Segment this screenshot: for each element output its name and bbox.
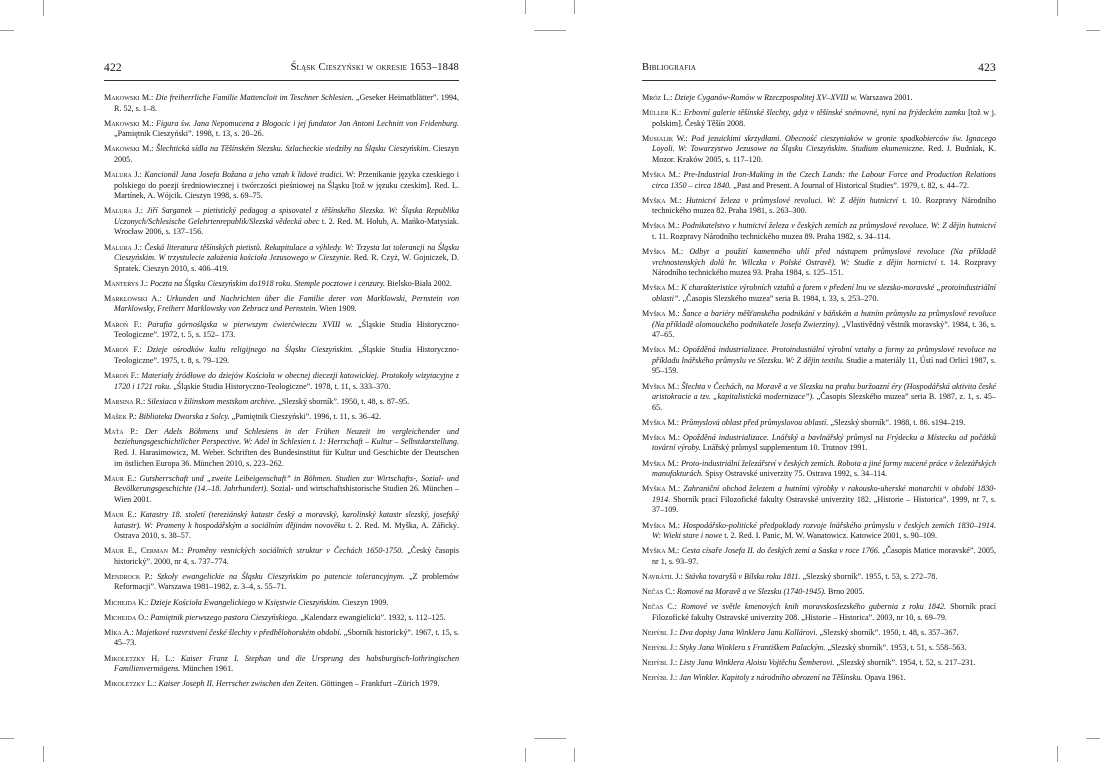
entry-author: Maroń F.:: [104, 370, 139, 380]
entry-title: Poczta na Śląsku Cieszyńskim do1918 roku. Stemple pocztowe i cenzury.: [150, 278, 386, 288]
entry-title: Dva dopisy Jana Winklera Janu Kollárovi.: [679, 627, 818, 637]
entry-title: Česká literatura těšínských pietistů. Rekapitulace a výhledy. W: Trzysta lat tolerancji na Śląsku Cieszyńskim. W trzystulecie założenia kościoła Jezusowego w Cieszynie.: [114, 242, 459, 263]
bibliography-entry: [104, 613, 459, 624]
entry-author: Nečas C.:: [642, 602, 677, 612]
entry-author: Malura J.:: [104, 242, 142, 252]
bibliography-entry: [104, 412, 459, 423]
entry-title: Parafia górnośląska w pierwszym ćwierćwieczu XVIII w.: [147, 319, 353, 329]
bibliography-entry: [642, 382, 996, 414]
entry-title: Kaiser Joseph II. Herrscher zwischen den Zeiten.: [158, 679, 319, 689]
bibliography-entry: [104, 371, 459, 392]
page-number: 422: [104, 62, 122, 74]
entry-title: Styky Jana Winklera s Františkem Palackým.: [679, 642, 826, 652]
entry-title: Listy Jana Winklera Aloisu Vojtěchu Šemberovi.: [679, 658, 835, 668]
entry-author: Maroń F.:: [104, 319, 142, 329]
entry-details: t. 14. Rozpravy Národního technického muzea 93. Praha 1984, s. 125–151.: [652, 257, 996, 278]
entry-details: Studie a materiály 11, Ústí nad Orlicí 1987, s. 95–159.: [652, 355, 996, 376]
bibliography-entry: [642, 673, 996, 684]
entry-author: Maroń F.:: [104, 345, 142, 355]
bibliography-entry: [642, 521, 996, 542]
entry-title: Pod jezuickimi skrzydłami. Obecność cieszyniaków w gronie spadkobierców św. Ignacego Loyoli. W: Towarzystwo Jezusowe na Śląsku Cieszyńskim. Studium ekumeniczne.: [652, 133, 996, 154]
entry-title: Katastry 18. století (tereziánský katastr český a moravský, karolinský katastr slezský, josefský katastr). W: Prameny k hospodářským a sociálním dějinám novověku: [114, 509, 459, 530]
entry-title: Opožděná industrializace. Lnářský a bavlnářský průmysl na Frýdecku a Místecku od počátků tovární výroby.: [652, 432, 996, 453]
entry-details: Cieszyn 2005.: [114, 144, 459, 164]
entry-title: Figura św. Jana Nepomucena z Błogocic i jej fundator Jan Antoni Lechnitt von Fridenburg.: [155, 118, 459, 128]
entry-details: „Sborník historický”. 1967, t. 15, s. 45–73.: [114, 627, 459, 648]
entry-author: Mikoletzky H. L.:: [104, 653, 175, 663]
entry-details: [tož w j. polskim]. Český Těšín 2008.: [652, 108, 997, 128]
entry-details: Sborník prací Filozofické fakulty Ostravské univerzity 208. „Historie – Historica”. 2003, nr 10, s. 69–79.: [652, 602, 996, 622]
entry-details: Spisy Ostravské univerzity 75. Ostrava 1992, s. 34–114.: [705, 469, 888, 479]
bibliography-entry: [104, 206, 459, 238]
entry-author: Manterys J.:: [104, 278, 148, 288]
entry-details: Wien 1909.: [319, 304, 357, 314]
entry-author: Makowski M.:: [104, 144, 154, 154]
entry-details: t. 11. Rozpravy Národního technického muzea 89. Praha 1982, s. 34–114.: [652, 231, 891, 241]
entry-title: Hospodářsko-politické předpoklady rozvoje lnářského průmyslu v českých zemích 1830–1914. W: Wieki stare i nowe: [652, 520, 997, 541]
entry-author: Malura J.:: [104, 206, 143, 216]
entry-details: Warszawa 2001.: [859, 93, 913, 102]
bibliography-entry: [104, 170, 459, 202]
entry-title: Biblioteka Dworska z Solcy.: [138, 411, 230, 421]
entry-details: München 1961.: [182, 664, 234, 674]
entry-author: Maur E.:: [104, 509, 137, 519]
bibliography-entry: [104, 279, 459, 290]
bibliography-entry: [642, 602, 996, 623]
entry-details: Cieszyn 1909.: [342, 597, 389, 607]
bibliography-entry: [642, 587, 996, 598]
entry-author: Myška M.:: [642, 170, 681, 180]
entry-details: „Slezský sborník”. 1953, t. 51, s. 558–563.: [827, 642, 967, 652]
entry-author: Navrátil J.:: [642, 571, 683, 581]
bibliography-entry: [642, 459, 996, 480]
bibliography-entry: [104, 119, 459, 140]
entry-title: Szkoły ewangelickie na Śląsku Cieszyńskim po patencie tolerancyjnym.: [157, 571, 405, 581]
entry-details: „Český časopis historický”. 2000, nr 4, s. 737–774.: [114, 546, 459, 566]
entry-title: Materiały źródłowe do dziejów Kościoła w obecnej diecezji katowickiej. Protokoły wizytacyjne z 1720 i 1721 roku.: [114, 370, 459, 391]
entry-author: Myška M.:: [642, 247, 684, 257]
entry-author: Myška M.:: [642, 195, 682, 205]
entry-title: Cesta císaře Josefa II. do českých zemí a Saska v roce 1766.: [681, 546, 880, 556]
entry-title: Stávka tovaryšů v Bílsku roku 1811.: [684, 571, 801, 581]
bibliography-entry: [642, 345, 996, 377]
entry-author: Michejda K.:: [104, 597, 149, 607]
bibliography-entry: [642, 170, 996, 191]
entry-details: „Kalendarz ewangielicki”. 1932, s. 112–125.: [300, 612, 446, 622]
entry-title: Dzieje Cyganów-Romów w Rzeczpospolitej XV–XVIII w.: [674, 93, 858, 102]
entry-author: Myška M.:: [642, 484, 681, 494]
running-head: Śląsk Cieszyński w okresie 1653–1848: [290, 62, 459, 73]
bibliography-entry: [642, 309, 996, 341]
entry-details: „Časopis Slezského muzea” seria B. 1987, z. 1, s. 45–65.: [652, 392, 996, 412]
entry-title: Erbovní galerie těšínské šlechty, gdyż v těšínské snémovné, nyní na frýdeckém zamku: [683, 108, 966, 118]
entry-details: „Śląskie Studia Historyczno-Teologiczne”. 1978, t. 11, s. 333–370.: [173, 381, 391, 391]
entry-details: Red. J. Harasimowicz, M. Weber. Schriften des Bundesinstitut für Kultur und Geschichte der Deutschen im östlichen Europa 36. München 2010, s. 223–262.: [114, 448, 459, 468]
entry-title: Opožděná industrializace. Protoindustiální výrobní vztahy a formy za průmyslové revoluce na příkladu lnářského průmyslu ve Slezsku. W: Z dějin textilu.: [652, 345, 996, 365]
entry-title: Jiří Sarganek – pietistický pedagog a spisovatel z těšínského Slezska. W: Śląska Republika Uczonych/Schlesische Gelehrtenrepublik/Slezská vědecká obec: [114, 206, 459, 226]
entry-title: Urkunden und Nachrichten über die Familie derer von Marklowski, Pernstein von Marklowsky, Freiherr Marklowsky von Zebracz und Pernstein.: [114, 293, 460, 314]
entry-author: Michejda O.:: [104, 612, 149, 622]
entry-title: Gutsherrschaft und „zweite Leibeigenschaft” in Böhmen. Studien zur Wirtschafts-, Sozial- und Bevölkerungsgeschichte (14.–18. Jahrhundert).: [114, 473, 459, 494]
entry-details: Sozial- und wirtschaftshistorische Studien 26. München – Wien 2001.: [114, 484, 459, 504]
entry-title: Kancionál Jana Josefa Božana a jeho vztah k lidové tradici.: [144, 170, 344, 180]
bibliography-entry: [642, 484, 996, 516]
entry-details: W: Przenikanie języka czeskiego i polskiego do poezji średniowiecznej i twórczości pieśniowej na Śląsku [tož w jęzuku czeskim]. Red. L. Martínek, A. Wójcik. Cieszyn 1998, s. 69–75.: [114, 170, 459, 201]
entry-title: Kaiser Franz I. Stephan und die Ursprung des habsburgisch-lothringischen Familienvermögens.: [114, 653, 459, 674]
entry-details: Lnářský průmysl supplementum 10. Trutnov 1991.: [702, 443, 868, 453]
entry-title: Majetkové rozvrstvení české šlechty v předbělohorském období.: [135, 627, 342, 637]
entry-title: Hutnictví železa v průmyslové revoluci. W: Z dějin hutnictví: [685, 195, 898, 205]
entry-author: Myška M.:: [642, 309, 680, 319]
entry-author: Maur E., Cerman M.:: [104, 546, 184, 556]
entry-title: Proměny vesnických sociálních struktur v Čechách 1650-1750.: [187, 546, 404, 556]
entry-title: Dzieje ośrodków kultu religijnego na Śląsku Cieszyńskim.: [146, 345, 354, 355]
entry-author: Myška M.:: [642, 381, 680, 391]
header-rule: [104, 80, 459, 81]
entry-details: Red. R. Czyż, W. Gojniczek, D. Spratek. Cieszyn 2010, s. 406–419.: [114, 253, 459, 273]
entry-author: Myška M.:: [642, 432, 680, 442]
entry-author: Nehýbl J.:: [642, 642, 678, 652]
entry-author: Marklowski A.:: [104, 293, 162, 303]
header-rule: [642, 80, 996, 81]
entry-author: Makowski M.:: [104, 118, 154, 128]
entry-details: „Slezský sborník”. 1950, t. 48, s. 87–95.: [278, 396, 410, 406]
entry-author: Maťa P.:: [104, 426, 139, 436]
entry-details: „Śląskie Studia Historyczno-Teologiczne”. 1975, t. 8, s. 79–129.: [114, 345, 459, 365]
entry-details: „Pamiętnik Cieszyński”. 1996, t. 11, s. 36–42.: [231, 411, 382, 421]
entry-details: Göttingen – Frankfurt –Zürich 1979.: [320, 679, 440, 689]
bibliography-entry: [104, 628, 459, 649]
entry-author: Nečas C.:: [642, 587, 675, 597]
entry-details: „Vlastivědný věstník moravský”. 1984, t. 36, s. 47–65.: [652, 319, 996, 340]
entry-author: Müller K.:: [642, 108, 682, 118]
bibliography-entry: [104, 320, 459, 341]
entry-details: „Slezský sborník”. 1988, t. 86. s194–219.: [830, 417, 966, 427]
entry-author: Musialik W.:: [642, 133, 688, 143]
entry-author: Myška M.:: [642, 458, 680, 468]
entry-details: „Geseker Heimatblätter”. 1994, R. 52, s. 1–8.: [114, 93, 460, 113]
entry-details: „Pamiętnik Cieszyński”. 1998, t. 13, s. 20–26.: [114, 129, 264, 139]
entry-details: t. 10. Rozpravy Národního technického muzea 82. Praha 1981, s. 263–300.: [652, 195, 997, 216]
entry-title: Der Adels Böhmens und Schlesiens in der Frühen Neuzeit im vergleichender und beziehungsgeschichtlicher Perspective. W: Adel in Schlesien t. 1: Herrschaft – Kultur – Selbstdarstellung.: [114, 426, 459, 447]
running-head: Bibliografia: [642, 62, 697, 73]
entry-details: Red. J. Budniak, K. Mozor. Kraków 2005, s. 117–120.: [652, 144, 996, 164]
entry-author: Mendrock P.:: [104, 571, 153, 581]
bibliography-entry: [642, 628, 996, 639]
bibliography-entry: [642, 433, 996, 454]
entry-title: Průmyslová oblast před průmyslovou oblastí.: [681, 417, 829, 427]
bibliography-entry: [104, 679, 459, 690]
entry-title: Proto-industriální železářství v českých zemích. Robota a jiné formy nucené práce v železářských manufakturách.: [652, 458, 996, 479]
entry-title: Šlechta v Čechách, na Moravě a ve Slezsku na prahu buržoazní éry (Hospodářská aktivita české aristokracie a tzv. „kapitalistická modernizace”).: [652, 381, 997, 402]
bibliography-entry: [104, 427, 459, 469]
bibliography-entry: [104, 294, 459, 315]
bibliography-entry: [104, 598, 459, 609]
bibliography-entry: [642, 546, 996, 567]
bibliography-entry: [642, 247, 996, 279]
entry-details: Sborník prací Filozofické fakulty Ostravské univerzity 182. „Historie – Historica”. 1999, nr 7, s. 37–109.: [652, 494, 996, 515]
entry-author: Mašek P.:: [104, 411, 137, 421]
bibliography-entry: [104, 345, 459, 366]
entry-details: „Śląskie Studia Historyczno-Teologiczne”. 1972, t. 5, s. 152– 173.: [114, 319, 459, 340]
bibliography-entry: [104, 93, 459, 114]
bibliography-entry: [104, 474, 459, 506]
entry-details: „Časopis Slezského muzea” seria B. 1984, t. 33, s. 253–270.: [682, 293, 879, 303]
bibliography-list: [104, 93, 459, 694]
entry-title: Jan Winkler. Kapitoly z národního obrození na Těšínsku.: [679, 673, 863, 683]
entry-title: Die freiherrliche Familie Mattencloit im Teschner Schlesien.: [155, 93, 354, 102]
entry-author: Maur E.:: [104, 473, 137, 483]
entry-author: Malura J.:: [104, 170, 142, 180]
page-number: 423: [978, 62, 996, 74]
entry-author: Nehýbl J.:: [642, 627, 678, 637]
entry-title: Odbyt a použití kamenného uhlí před nástupem průmyslové revoluce (Na příkladě vrchnostenských dolů hr. Wilczka v Polské Ostravě). W: Studie z dějin hornictví: [652, 247, 996, 267]
entry-author: Myška M.:: [642, 283, 680, 293]
entry-title: Dzieje Kościoła Ewangelickiego w Księstwie Cieszyńskim.: [150, 597, 341, 607]
entry-author: Míka A.:: [104, 627, 134, 637]
bibliography-list: [642, 93, 996, 688]
entry-details: „Slezský sborník”. 1954, t. 52, s. 217–231.: [836, 658, 976, 668]
entry-details: t. 2. Red. M. Myška, A. Zářický. Ostrava 2010, s. 38–57.: [114, 520, 460, 541]
entry-author: Nehýbl J.:: [642, 673, 678, 683]
entry-details: „Z problemów Reformacji”. Warszawa 1981–1982, z. 3–4, s. 55–71.: [114, 571, 459, 592]
entry-details: „Slezský sborník”. 1955, t. 53, s. 272–78.: [802, 571, 938, 581]
bibliography-entry: [104, 243, 459, 275]
bibliography-entry: [642, 93, 996, 104]
bibliography-entry: [642, 134, 996, 166]
entry-title: Romové na Moravě a ve Slezsku (1740-1945).: [676, 587, 826, 597]
entry-details: Brno 2005.: [827, 587, 865, 597]
bibliography-entry: [642, 658, 996, 669]
bibliography-entry: [104, 397, 459, 408]
bibliography-entry: [642, 283, 996, 304]
entry-author: Myška M.:: [642, 520, 680, 530]
bibliography-entry: [104, 510, 459, 542]
bibliography-entry: [642, 196, 996, 217]
entry-title: Podnikatelstvo v hutnictví železa v českých zemích za průmyslové revoluce. W: Z dějin hutnictví: [681, 221, 996, 231]
bibliography-entry: [642, 221, 996, 242]
entry-details: „Slezský sborník”. 1950, t. 48, s. 357–367.: [819, 627, 959, 637]
entry-author: Makowski M.:: [104, 93, 154, 102]
entry-title: Pamiętnik pierwszego pastora Cieszyńskiego.: [150, 612, 299, 622]
bibliography-entry: [642, 643, 996, 654]
bibliography-entry: [104, 572, 459, 593]
entry-author: Myška M.:: [642, 417, 680, 427]
entry-author: Myška M.:: [642, 345, 680, 355]
entry-title: Pre-Industrial Iron-Making in the Czech Lands: the Labour Force and Production Relations circa 1350 – circa 1840.: [652, 170, 997, 190]
entry-author: Myška M.:: [642, 221, 680, 231]
entry-details: t. 2. Red. I. Panic, M. W. Wanatowicz. Katowice 2001, s. 90–109.: [724, 531, 937, 541]
entry-author: Mróz L.:: [642, 93, 673, 102]
entry-author: Myška M.:: [642, 546, 680, 556]
entry-title: Šance a bariéry měšťanského podnikání v báňském a hutním průmyslu za průmyslové revoluce (Na příkladě olomouckého podnikatele Josefa Zwierziny).: [652, 309, 996, 329]
entry-title: Silesiaca v žilinskom mestskom archive.: [147, 396, 277, 406]
bibliography-entry: [642, 108, 996, 129]
entry-title: Romové ve světle kmenových knih moravskoslezského gubernia z roku 1842.: [680, 602, 947, 612]
bibliography-entry: [104, 546, 459, 567]
entry-details: Bielsko-Biała 2002.: [387, 278, 452, 288]
entry-title: Zahraniční obchod železem a hutními výrobky v rakousko-uherské monarchii v období 1830-1914.: [652, 484, 997, 504]
entry-author: Mikoletzky L.:: [104, 679, 157, 689]
entry-details: „Past and Present. A Journal of Historical Studies”. 1979, t. 82, s. 44–72.: [733, 180, 970, 190]
entry-details: Opava 1961.: [864, 673, 906, 683]
right-page: [550, 0, 1100, 762]
bibliography-entry: [642, 418, 996, 429]
entry-author: Nehýbl J.:: [642, 658, 678, 668]
bibliography-entry: [104, 654, 459, 675]
bibliography-entry: [104, 144, 459, 165]
bibliography-entry: [642, 572, 996, 583]
entry-author: Marsina R.:: [104, 396, 146, 406]
entry-title: Šlechtická sídla na Těšínském Slezsku. Szlacheckie siedziby na Śląsku Cieszyńskim.: [156, 144, 431, 154]
entry-title: K charakteristice výrobních vztahů a forem v předení lnu ve slezsko-moravské „protoindustriální oblasti”.: [652, 283, 996, 303]
entry-details: t. 2. Red. M. Hołub, A. Mańko-Matysiak. Wrocław 2006, s. 137–156.: [114, 216, 459, 237]
entry-details: „Časopis Matice moravské”. 2005, nr 1, s. 93–97.: [652, 546, 997, 566]
